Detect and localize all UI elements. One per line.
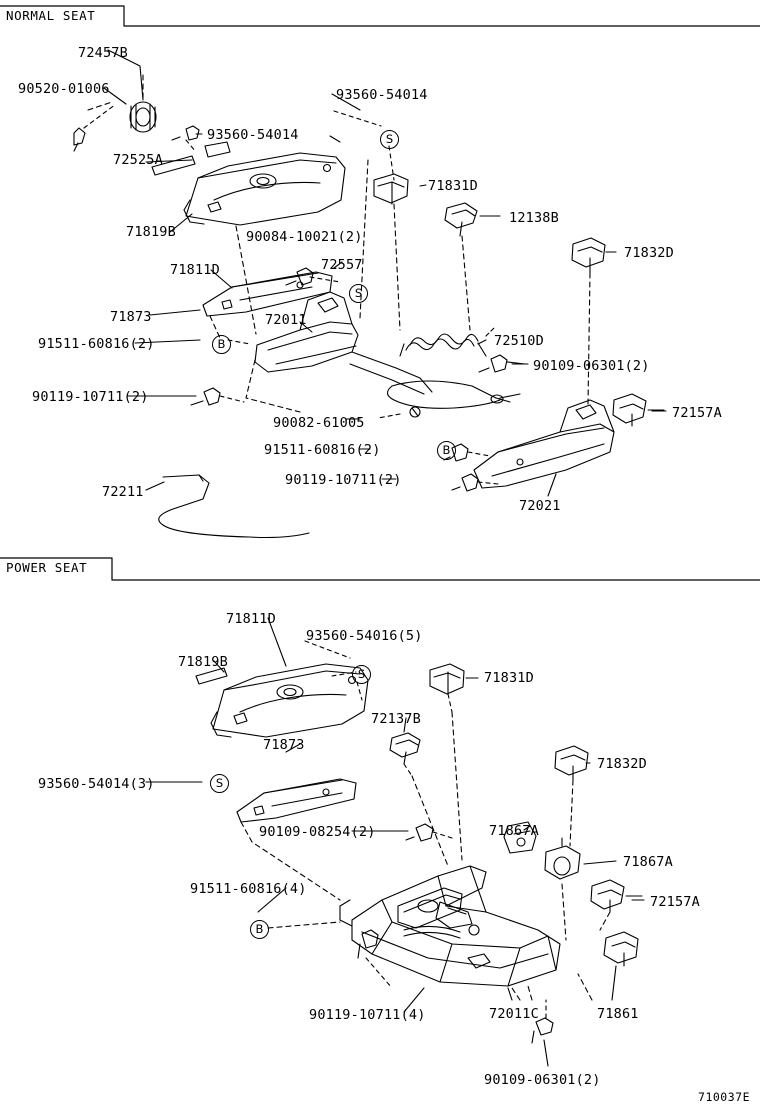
part-label-72011C: 72011C [489,1006,539,1022]
marker-s-normal-2: S [349,284,368,303]
part-label-71867A-upper: 71867A [489,823,539,839]
part-label-90084-10021: 90084-10021(2) [246,229,363,245]
part-label-71811D-power: 71811D [226,611,276,627]
part-label-93560-54014-top: 93560-54014 [336,87,428,103]
marker-s-power-2: S [210,774,229,793]
part-label-90109-08254: 90109-08254(2) [259,824,376,840]
marker-b-normal-1: B [212,335,231,354]
marker-b-power-1: B [250,920,269,939]
part-label-72457B: 72457B [78,45,128,61]
part-label-72021: 72021 [519,498,561,514]
marker-s-power-1: S [352,665,371,684]
part-label-71873-power: 71873 [263,737,305,753]
part-label-72510D: 72510D [494,333,544,349]
part-label-93560-54016: 93560-54016(5) [306,628,423,644]
part-label-90082-61005: 90082-61005 [273,415,365,431]
part-label-72557: 72557 [321,257,363,273]
part-label-90119-10711-normal-lower: 90119-10711(2) [285,472,402,488]
part-label-91511-60816-normal-lower: 91511-60816(2) [264,442,381,458]
part-label-91511-60816-power: 91511-60816(4) [190,881,307,897]
part-label-72157A-power: 72157A [650,894,700,910]
part-label-90119-10711-power: 90119-10711(4) [309,1007,426,1023]
part-label-71819B-normal: 71819B [126,224,176,240]
part-label-71832D-power: 71832D [597,756,647,772]
section-title-normal-seat: NORMAL SEAT [6,8,96,23]
part-label-72157A-normal: 72157A [672,405,722,421]
part-label-71831D-power: 71831D [484,670,534,686]
part-label-91511-60816-normal-upper: 91511-60816(2) [38,336,155,352]
part-label-72525A: 72525A [113,152,163,168]
part-label-71873-normal: 71873 [110,309,152,325]
part-label-72211: 72211 [102,484,144,500]
part-label-90119-10711-normal-upper: 90119-10711(2) [32,389,149,405]
part-label-71832D-normal: 71832D [624,245,674,261]
part-label-90109-06301-normal: 90109-06301(2) [533,358,650,374]
part-label-71819B-power: 71819B [178,654,228,670]
section-title-power-seat: POWER SEAT [6,560,88,575]
part-label-71861: 71861 [597,1006,639,1022]
part-label-72137B: 72137B [371,711,421,727]
part-label-71831D-normal: 71831D [428,178,478,194]
part-label-93560-54014-left: 93560-54014 [207,127,299,143]
drawing-id: 710037E [698,1090,750,1104]
part-label-12138B: 12138B [509,210,559,226]
marker-b-normal-2: B [437,441,456,460]
part-label-90520-01006: 90520-01006 [18,81,110,97]
part-label-72011: 72011 [265,312,307,328]
marker-s-normal-1: S [380,130,399,149]
part-label-71811D-normal: 71811D [170,262,220,278]
part-label-90109-06301-power: 90109-06301(2) [484,1072,601,1088]
part-label-71867A-lower: 71867A [623,854,673,870]
part-label-93560-54014-power: 93560-54014(3) [38,776,155,792]
